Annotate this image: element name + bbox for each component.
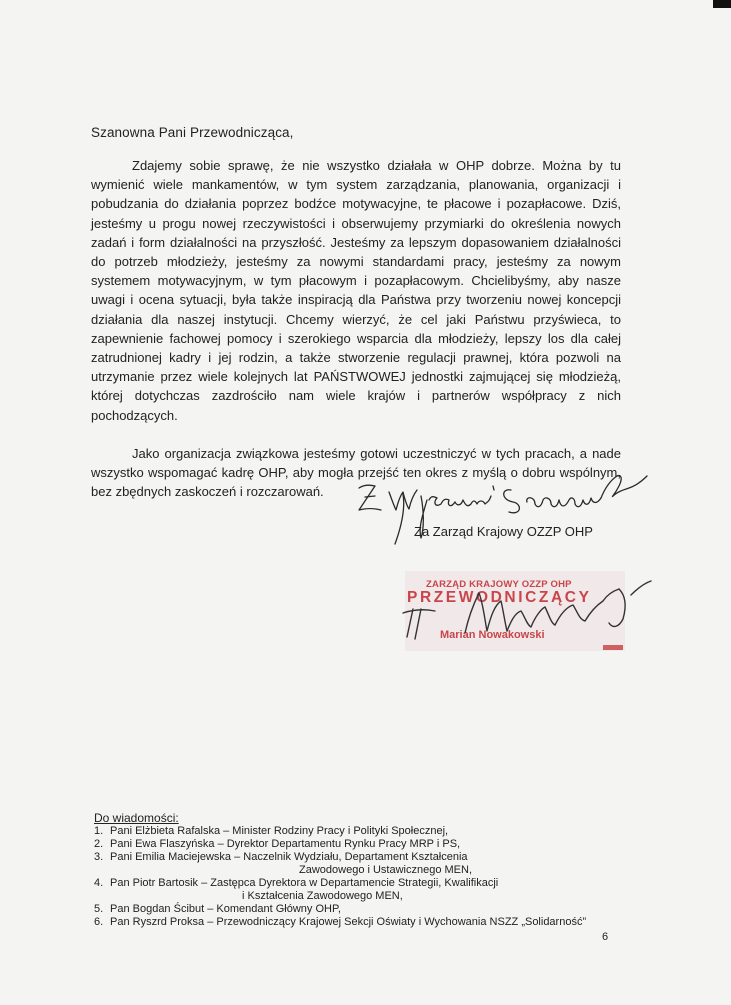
list-item-text: Pan Ryszrd Proksa – Przewodniczący Krajowej Sekcji Oświaty i Wychowania NSZZ „Solidarność” xyxy=(110,916,587,928)
scan-corner-mark xyxy=(713,0,731,8)
stamp-name: Marian Nowakowski xyxy=(440,629,545,641)
list-item-number: 6. xyxy=(94,916,104,928)
list-item xyxy=(94,877,586,903)
list-item-number: 3. xyxy=(94,851,104,863)
list-item-continuation: Zawodowego i Ustawicznego MEN, xyxy=(299,864,473,876)
stamp-title: PRZEWODNICZĄCY xyxy=(407,589,592,606)
letter-paragraph-2: Jako organizacja związkowa jesteśmy gotowi uczestniczyć w tych pracach, a nade wszystko wspomagać kadrę OHP, aby mogła przejść ten okres z myślą o dobru wspólnym, bez zbędnych zaskoczeń i rozczarowań. xyxy=(91,445,621,500)
signer-role: Za Zarząd Krajowy OZZP OHP xyxy=(414,524,593,539)
list-item-number: 1. xyxy=(94,825,104,837)
list-item-text: Pani Emilia Maciejewska – Naczelnik Wydziału, Departament Kształcenia xyxy=(110,851,468,863)
list-item xyxy=(94,851,586,877)
letter-greeting: Szanowna Pani Przewodnicząca, xyxy=(91,125,294,140)
list-item xyxy=(94,825,586,838)
signature-mark xyxy=(395,565,655,655)
list-item-number: 2. xyxy=(94,838,104,850)
list-item-text: Pani Elżbieta Rafalska – Minister Rodziny Pracy i Polityki Społecznej, xyxy=(110,825,449,837)
list-item-text: Pan Bogdan Ścibut – Komendant Główny OHP, xyxy=(110,903,341,915)
distribution-list xyxy=(94,812,586,929)
list-item-text: Pani Ewa Flaszyńska – Dyrektor Departamentu Rynku Pracy MRP i PS, xyxy=(110,838,461,850)
list-item-continuation: i Kształcenia Zawodowego MEN, xyxy=(242,890,403,902)
list-item-text: Pan Piotr Bartosik – Zastępca Dyrektora w Departamencie Strategii, Kwalifikacji xyxy=(110,877,499,889)
distribution-items xyxy=(94,825,586,929)
list-item-number: 5. xyxy=(94,903,104,915)
list-item xyxy=(94,903,586,916)
letter-paragraph-1: Zdajemy sobie sprawę, że nie wszystko działała w OHP dobrze. Można by tu wymienić wiele mankamentów, w tym system zarządzania, planowania, organizacji i pobudzania do działania poprzez bodźce motywacyjne, te płacowe i pozapłacowe. Dziś, jesteśmy u progu nowej rzeczywistości i obserwujemy przymiarki do określenia nowych zadań i form działalności na przyszłość. Jesteśmy za lepszym dopasowaniem działalności do potrzeb młodzieży, jesteśmy za nowymi standardami pracy, jesteśmy za nowym systemem motywacyjnym, w tym płacowym i pozapłacowym. Chcielibyśmy, aby nasze uwagi i ocena sytuacji, była także inspiracją dla Państwa przy tworzeniu nowej koncepcji działania dla naszej instytucji. Chcemy wierzyć, że cel jaki Państwu przyświeca, to zapewnienie fachowej pomocy i szerokiego wsparcia dla młodzieży, lepszy los dla całej zatrudnionej kadry i jej rodzin, a także stworzenie regulacji prawnej, która pozwoli na utrzymanie przez wiele kolejnych lat PAŃSTWOWEJ jednostki zajmującej się młodzieżą, której dotychczas zazdrościło nam wiele krajów i partnerów współpracy z nich pochodzących. xyxy=(91,158,621,423)
stamp-organization: ZARZĄD KRAJOWY OZZP OHP xyxy=(426,579,572,590)
list-item xyxy=(94,838,586,851)
letter-body xyxy=(91,156,621,501)
official-stamp xyxy=(395,565,655,655)
list-item xyxy=(94,916,586,929)
distribution-heading: Do wiadomości: xyxy=(94,811,179,825)
list-item-number: 4. xyxy=(94,877,104,889)
page-number: 6 xyxy=(602,931,609,943)
